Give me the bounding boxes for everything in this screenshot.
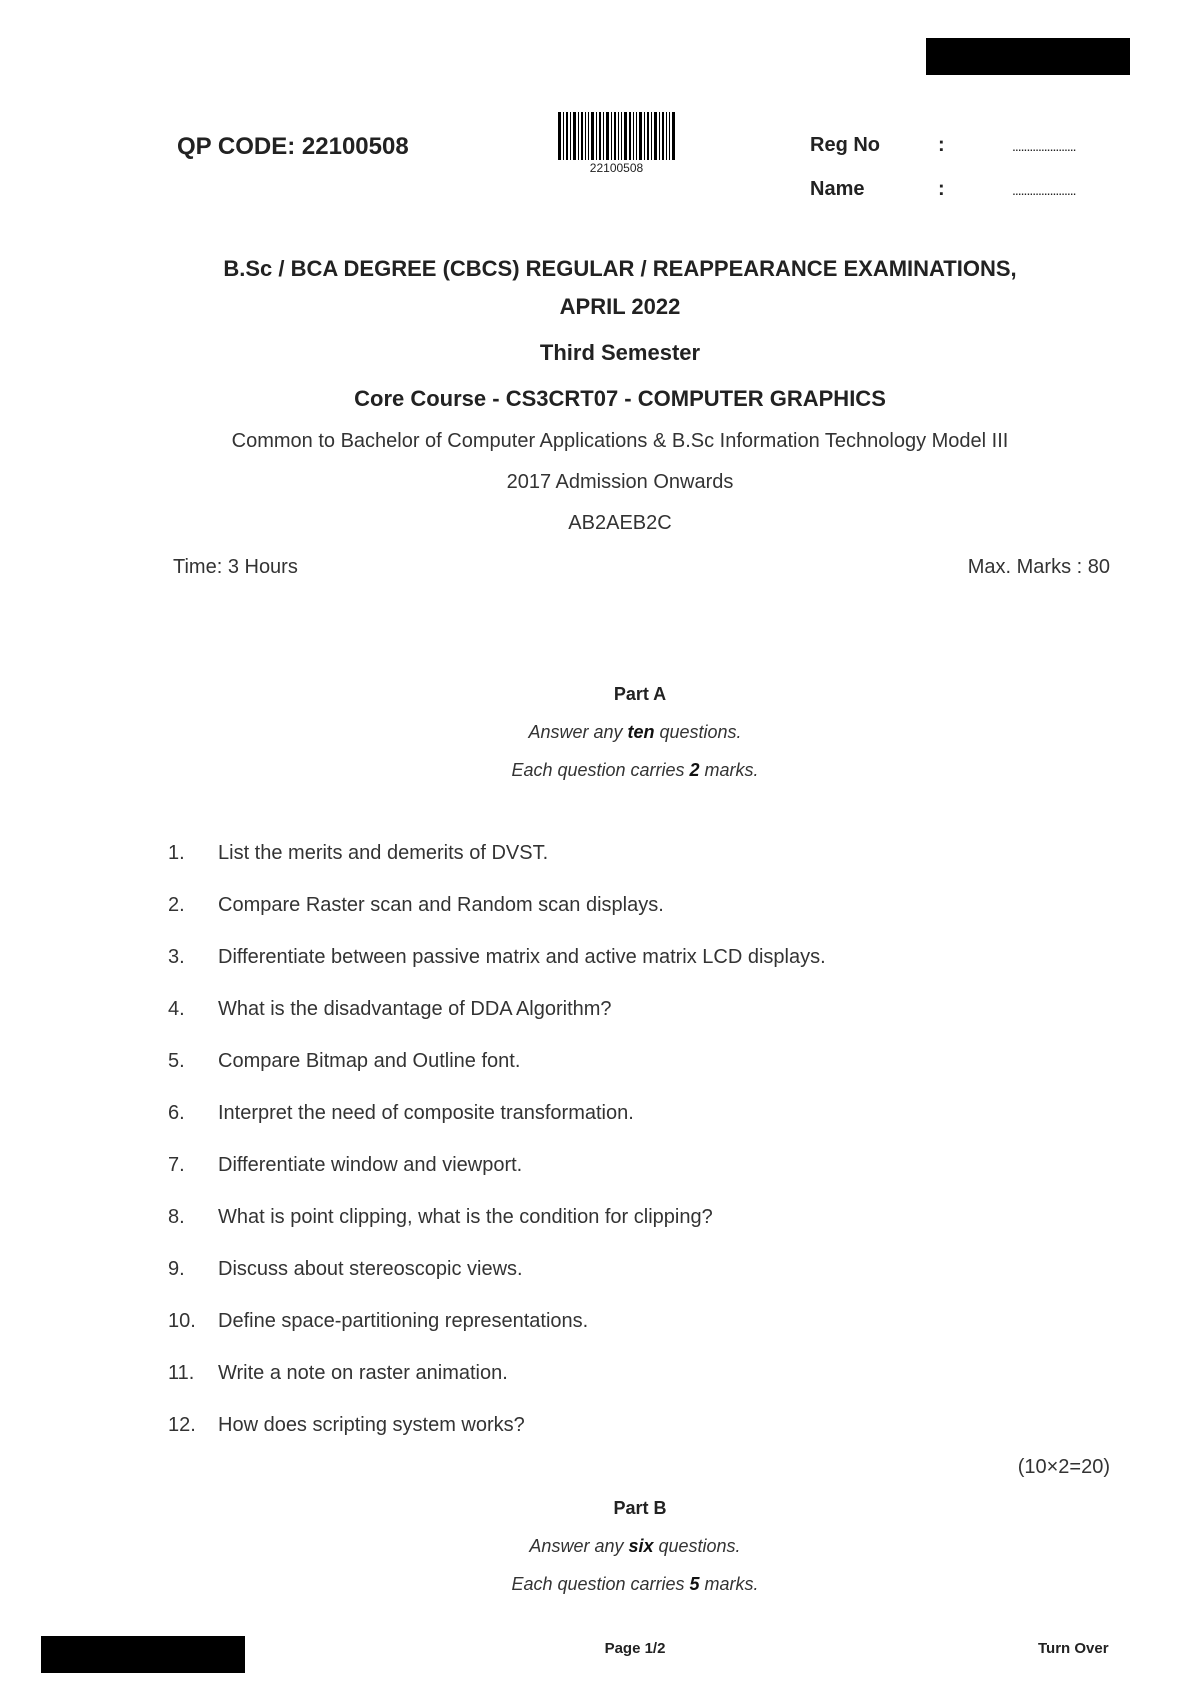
- question-text: How does scripting system works?: [218, 1414, 525, 1436]
- part-a-title: Part A: [613, 684, 667, 704]
- part-b-instruction-1: Answer any six questions.: [529, 1536, 741, 1556]
- question-text: Differentiate between passive matrix and active matrix LCD displays.: [218, 946, 826, 968]
- question-text: Discuss about stereoscopic views.: [218, 1258, 523, 1280]
- question-text: Compare Bitmap and Outline font.: [218, 1050, 521, 1072]
- name-colon: :: [938, 178, 945, 200]
- question-number: 9.: [168, 1258, 185, 1280]
- question-text: Differentiate window and viewport.: [218, 1154, 523, 1176]
- question-text: What is the disadvantage of DDA Algorithm?: [218, 998, 612, 1020]
- reg-no-label: Reg No: [810, 134, 880, 156]
- question-number: 4.: [168, 998, 185, 1020]
- common-to: Common to Bachelor of Computer Applications & B.Sc Information Technology Model III: [231, 430, 1009, 452]
- qp-code: QP CODE: 22100508: [177, 133, 409, 160]
- question-number: 3.: [168, 946, 185, 968]
- exam-title-line1: B.Sc / BCA DEGREE (CBCS) REGULAR / REAPPEARANCE EXAMINATIONS,: [223, 256, 1017, 281]
- reg-no-blank: ......................: [1012, 138, 1076, 154]
- paper-code: AB2AEB2C: [568, 512, 672, 534]
- barcode-image: [558, 112, 675, 160]
- redaction-box-top: [926, 38, 1130, 75]
- question-number: 2.: [168, 894, 185, 916]
- name-blank: ......................: [1012, 182, 1076, 198]
- part-b-title: Part B: [613, 1498, 667, 1518]
- name-label: Name: [810, 178, 865, 200]
- reg-no-colon: :: [938, 134, 945, 156]
- admission: 2017 Admission Onwards: [506, 471, 734, 493]
- question-text: Compare Raster scan and Random scan displays.: [218, 894, 664, 916]
- max-marks: Max. Marks : 80: [967, 556, 1110, 578]
- question-number: 11.: [168, 1362, 195, 1384]
- question-text: Define space-partitioning representations.: [218, 1310, 589, 1332]
- question-number: 7.: [168, 1154, 185, 1176]
- question-text: What is point clipping, what is the condition for clipping?: [218, 1206, 713, 1228]
- question-number: 6.: [168, 1102, 185, 1124]
- part-b-instruction-2: Each question carries 5 marks.: [511, 1574, 759, 1594]
- question-text: Interpret the need of composite transformation.: [218, 1102, 634, 1124]
- semester: Third Semester: [539, 340, 701, 365]
- question-text: List the merits and demerits of DVST.: [218, 842, 549, 864]
- question-number: 10.: [168, 1310, 196, 1332]
- question-text: Write a note on raster animation.: [218, 1362, 508, 1384]
- exam-title-line2: APRIL 2022: [559, 294, 681, 319]
- question-number: 8.: [168, 1206, 185, 1228]
- time-allowed: Time: 3 Hours: [173, 556, 298, 578]
- part-a-marks-total: (10×2=20): [1017, 1456, 1110, 1478]
- question-number: 5.: [168, 1050, 185, 1072]
- turn-over: Turn Over: [1038, 1640, 1109, 1657]
- part-a-instruction-1: Answer any ten questions.: [528, 722, 742, 742]
- question-number: 12.: [168, 1414, 196, 1436]
- barcode-number: 22100508: [589, 161, 644, 175]
- page-number: Page 1/2: [604, 1640, 666, 1657]
- question-number: 1.: [168, 842, 185, 864]
- part-a-instruction-2: Each question carries 2 marks.: [511, 760, 759, 780]
- course-title: Core Course - CS3CRT07 - COMPUTER GRAPHICS: [354, 386, 886, 411]
